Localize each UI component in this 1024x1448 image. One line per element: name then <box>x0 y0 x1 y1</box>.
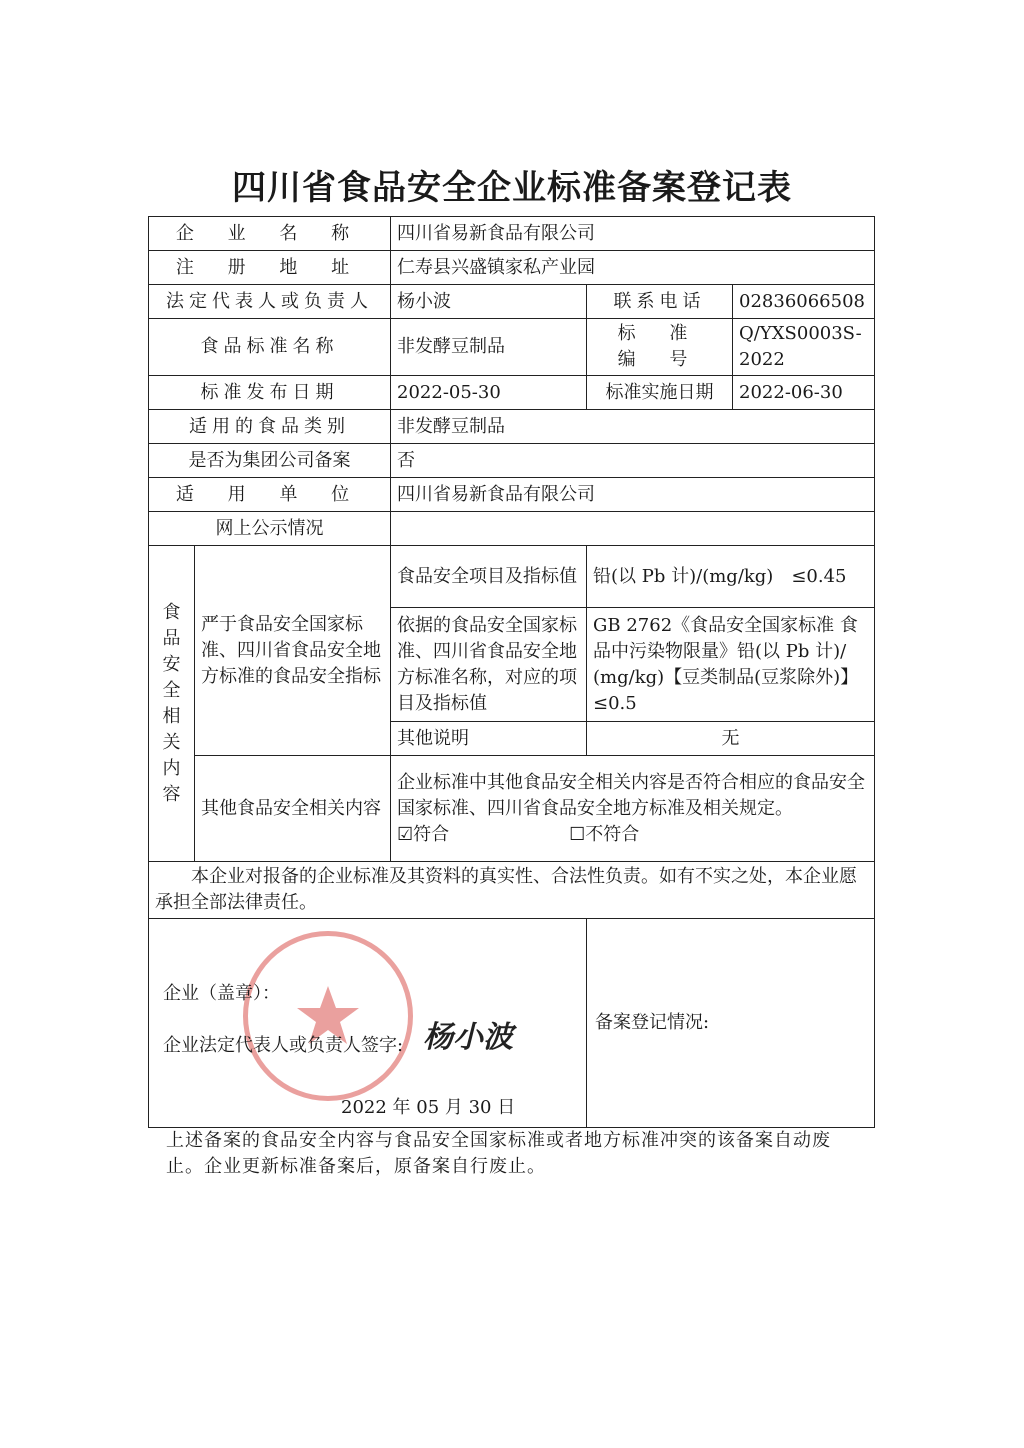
implement-date-value: 2022-06-30 <box>733 376 875 410</box>
group-filing-label: 是否为集团公司备案 <box>149 444 391 478</box>
other-note-label: 其他说明 <box>391 722 587 756</box>
address-label: 注 册 地 址 <box>149 251 391 285</box>
food-category-value: 非发酵豆制品 <box>391 410 875 444</box>
basis-standard-label: 依据的食品安全国家标准、四川省食品安全地方标准名称，对应的项目及指标值 <box>391 608 587 722</box>
seal-label: 企业（盖章）： <box>163 983 280 1004</box>
company-name-value: 四川省易新食品有限公司 <box>391 217 875 251</box>
legal-rep-value: 杨小波 <box>391 285 587 319</box>
applicable-unit-label: 适 用 单 位 <box>149 478 391 512</box>
handwritten-signature: 杨小波 <box>423 1020 513 1055</box>
group-filing-value: 否 <box>391 444 875 478</box>
publish-date-value: 2022-05-30 <box>391 376 587 410</box>
signature-label: 企业法定代表人或负责人签字: <box>163 1035 404 1056</box>
phone-value: 02836066508 <box>733 285 875 319</box>
sign-cell <box>149 919 587 1128</box>
food-category-label: 适用的食品类别 <box>149 410 391 444</box>
registration-table <box>148 216 875 1128</box>
standard-no-value: Q/YXS0003S-2022 <box>733 319 875 376</box>
online-label: 网上公示情况 <box>149 512 391 546</box>
other-content-label: 其他食品安全相关内容 <box>195 756 391 862</box>
footer-note: 上述备案的食品安全内容与食品安全国家标准或者地方标准冲突的该备案自动废止。企业更新标准备案后，原备案自行废止。 <box>166 1130 831 1177</box>
publish-date-label: 标准发布日期 <box>149 376 391 410</box>
online-value <box>391 512 875 546</box>
applicable-unit-value: 四川省易新食品有限公司 <box>391 478 875 512</box>
basis-standard-value: GB 2762《食品安全国家标准 食品中污染物限量》铅(以 Pb 计)/(mg/kg)【豆类制品(豆浆除外)】≤0.5 <box>587 608 875 722</box>
standard-name-label: 食品标准名称 <box>149 319 391 376</box>
not-comply-checkbox[interactable]: ☐不符合 <box>569 823 640 845</box>
standard-name-value: 非发酵豆制品 <box>391 319 587 376</box>
other-note-value: 无 <box>587 722 875 756</box>
safety-item-value: 铅(以 Pb 计)/(mg/kg) ≤0.45 <box>587 546 875 608</box>
stricter-indicator-label: 严于食品安全国家标准、四川省食品安全地方标准的食品安全指标 <box>195 546 391 756</box>
sign-date: 2022 年 05 月 30 日 <box>341 1097 516 1118</box>
safety-item-label: 食品安全项目及指标值 <box>391 546 587 608</box>
other-content-cell <box>391 756 875 862</box>
address-value: 仁寿县兴盛镇家私产业园 <box>391 251 875 285</box>
form-title: 四川省食品安全企业标准备案登记表 <box>232 168 792 208</box>
legal-rep-label: 法定代表人或负责人 <box>149 285 391 319</box>
seal-star-icon <box>248 936 408 1096</box>
company-name-label: 企 业 名 称 <box>149 217 391 251</box>
record-status-label: 备案登记情况: <box>587 919 875 1128</box>
company-seal-stamp <box>243 931 413 1101</box>
safety-section-label: 食品安全相关内容 <box>149 546 195 862</box>
comply-checkbox[interactable]: ☑符合 <box>397 823 450 845</box>
compliance-options <box>397 822 868 848</box>
other-content-text: 企业标准中其他食品安全相关内容是否符合相应的食品安全国家标准、四川省食品安全地方标准及相关规定。 <box>397 771 866 819</box>
implement-date-label: 标准实施日期 <box>587 376 733 410</box>
phone-label: 联系电话 <box>587 285 733 319</box>
declaration-text: 本企业对报备的企业标准及其资料的真实性、合法性负责。如有不实之处，本企业愿承担全部法律责任。 <box>149 862 875 919</box>
standard-no-label: 标 准 编 号 <box>587 319 733 376</box>
